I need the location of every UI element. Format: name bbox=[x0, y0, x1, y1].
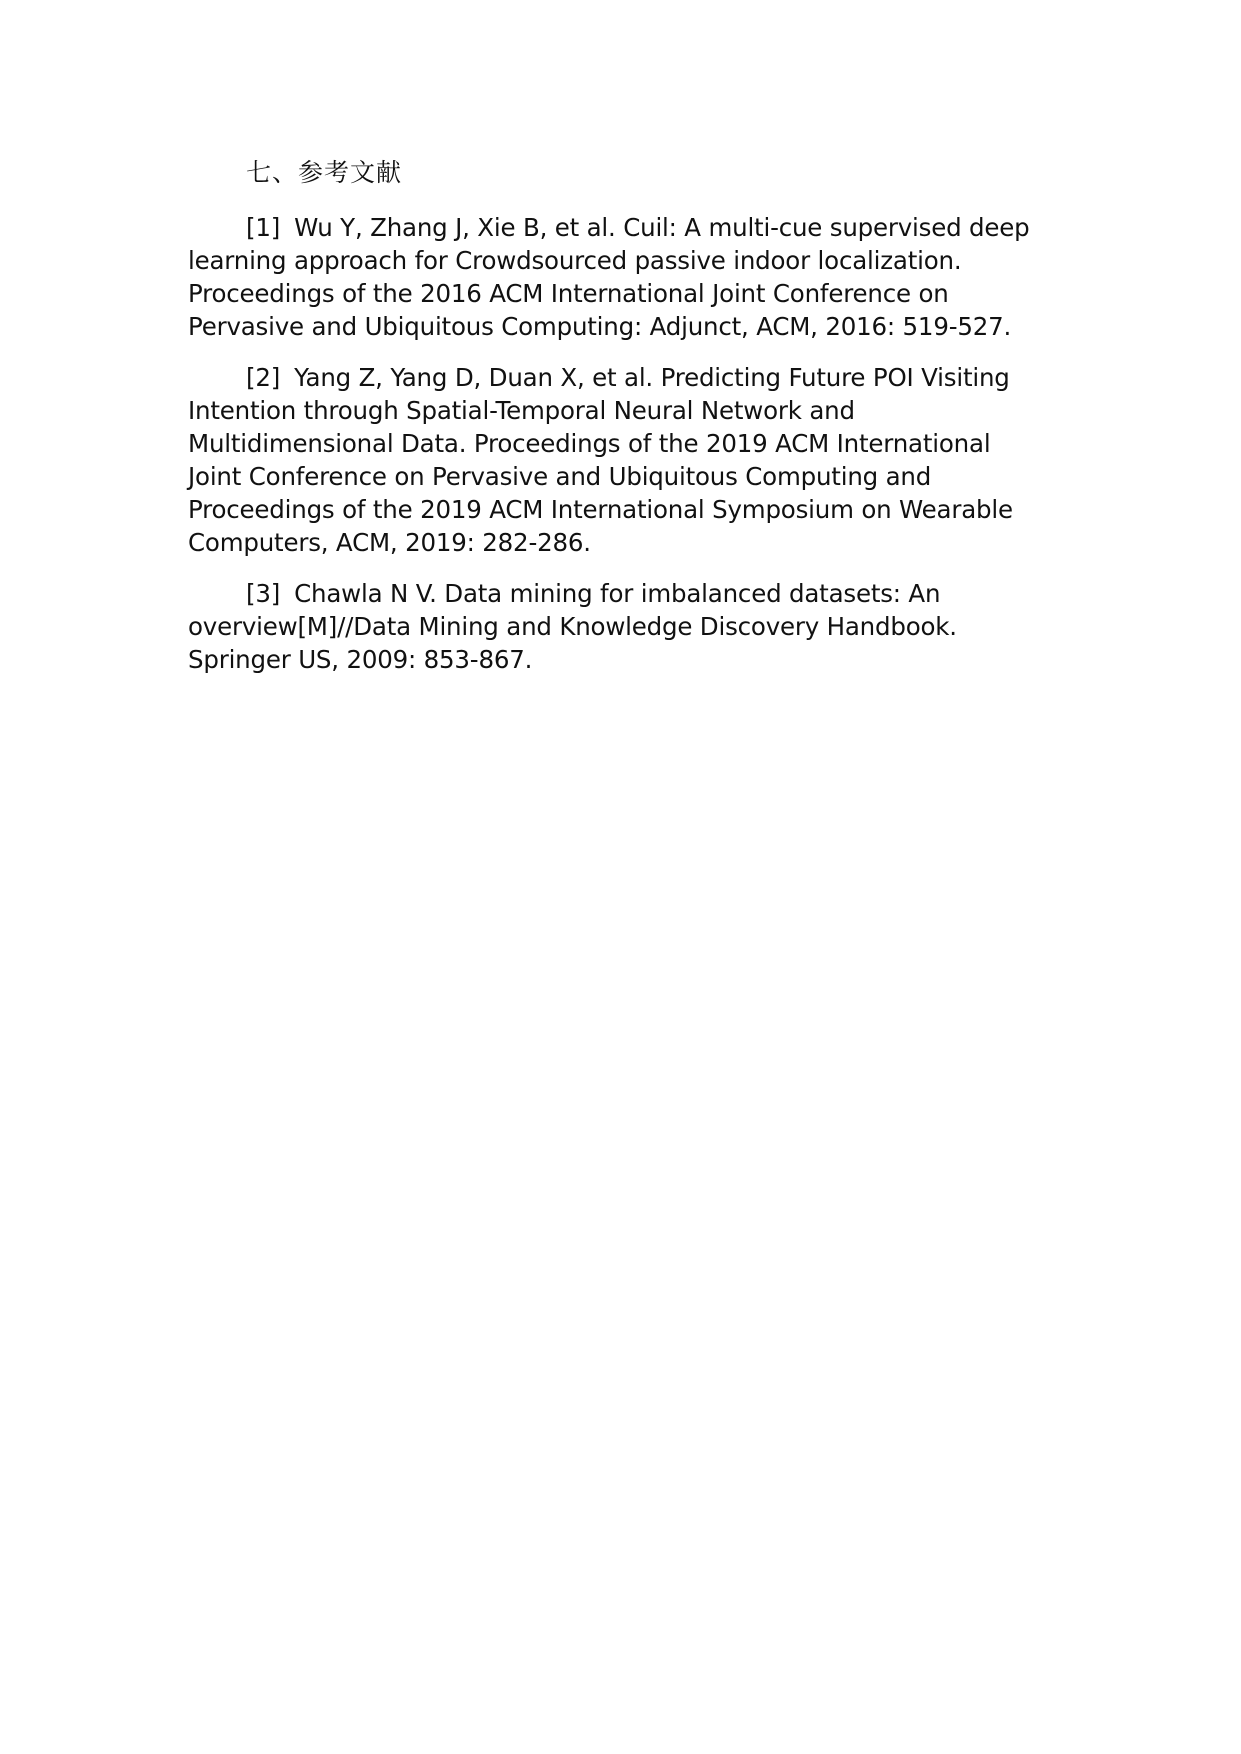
section-heading: 七、参考文献 bbox=[246, 158, 403, 187]
reference-list bbox=[188, 211, 1050, 676]
reference-item bbox=[188, 361, 1050, 559]
reference-text: Wu Y, Zhang J, Xie B, et al. Cuil: A multi-cue supervised deep learning approach for Crowdsourced passive indoor localization. Proceedings of the 2016 ACM International Joint Conference on Pervasive and Ubiquitous Computing: Adjunct, ACM, 2016: 519-527. bbox=[188, 213, 1030, 341]
reference-item bbox=[188, 211, 1050, 343]
references-section bbox=[188, 156, 1050, 694]
reference-number: [3] bbox=[246, 579, 281, 608]
reference-text: Chawla N V. Data mining for imbalanced datasets: An overview[M]//Data Mining and Knowledge Discovery Handbook. Springer US, 2009: 853-867. bbox=[188, 579, 957, 674]
reference-number: [2] bbox=[246, 363, 281, 392]
reference-text: Yang Z, Yang D, Duan X, et al. Predicting Future POI Visiting Intention through Spatial-Temporal Neural Network and Multidimensional Data. Proceedings of the 2019 ACM International Joint Conference on Pervasive and Ubiquitous Computing and Proceedings of the 2019 ACM International Symposium on Wearable Computers, ACM, 2019: 282-286. bbox=[188, 363, 1013, 557]
reference-item bbox=[188, 577, 1050, 676]
reference-number: [1] bbox=[246, 213, 281, 242]
